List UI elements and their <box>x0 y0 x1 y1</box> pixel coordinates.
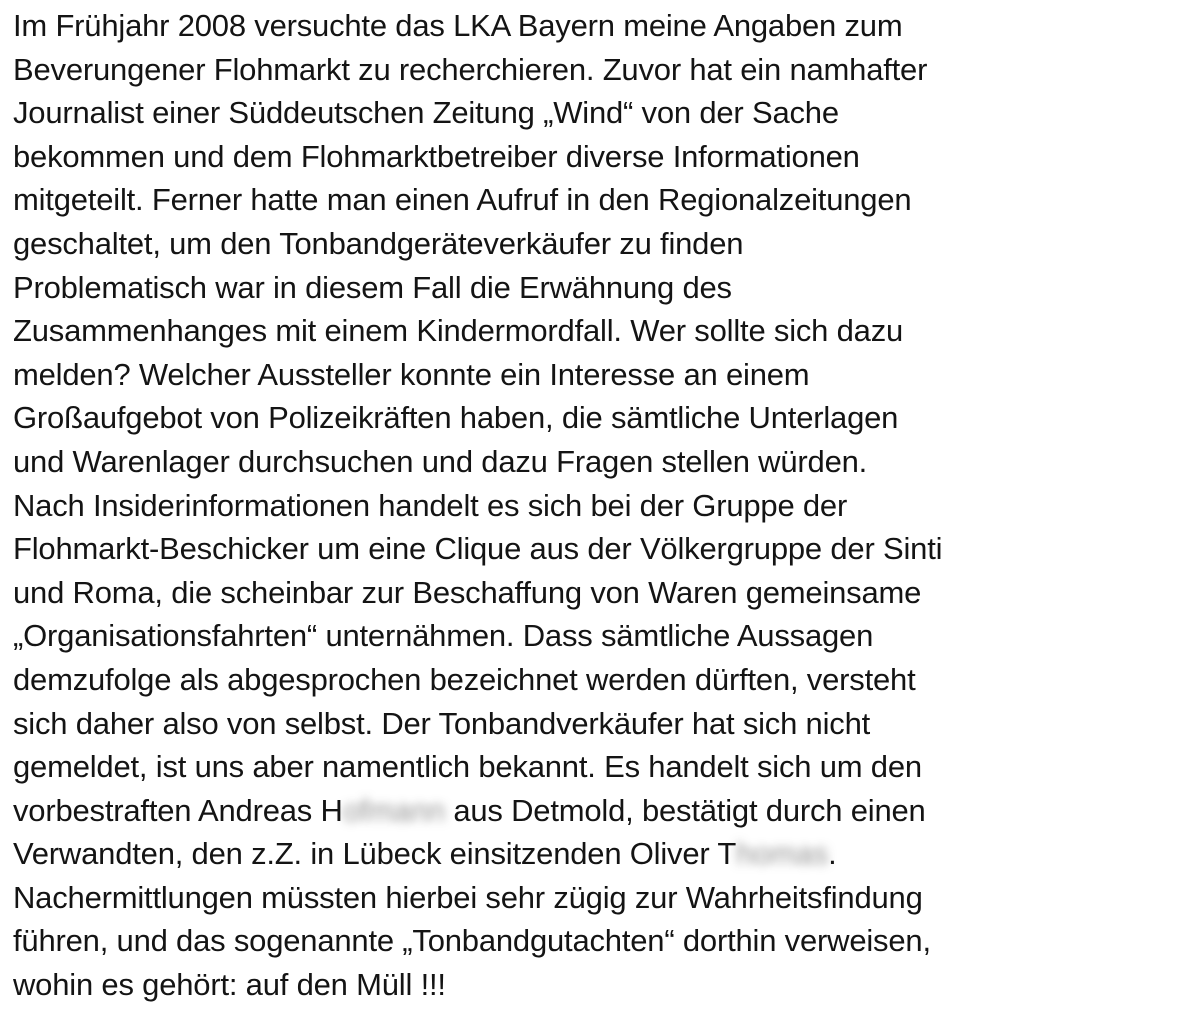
text-segment: vorbestraften Andreas H <box>13 792 343 828</box>
text-line: Nach Insiderinformationen handelt es sich bei der Gruppe der <box>13 487 848 523</box>
text-line: wohin es gehört: auf den Müll !!! <box>13 967 446 1003</box>
text-line: Nachermittlungen müssten hierbei sehr zügig zur Wahrheitsfindung <box>13 879 923 915</box>
text-line: mitgeteilt. Ferner hatte man einen Aufruf in den Regionalzeitungen <box>13 182 912 218</box>
body-text <box>13 4 1193 1007</box>
text-segment: Verwandten, den z.Z. in Lübeck einsitzenden Oliver T <box>13 836 737 872</box>
text-segment: aus Detmold, bestätigt durch einen <box>444 792 926 828</box>
text-line: Beverungener Flohmarkt zu recherchieren. Zuvor hat ein namhafter <box>13 51 928 87</box>
text-line: und Roma, die scheinbar zur Beschaffung von Waren gemeinsame <box>13 574 922 610</box>
text-line: bekommen und dem Flohmarktbetreiber diverse Informationen <box>13 138 860 174</box>
text-line: Journalist einer Süddeutschen Zeitung „Wind“ von der Sache <box>13 95 839 131</box>
text-line: Großaufgebot von Polizeikräften haben, die sämtliche Unterlagen <box>13 400 899 436</box>
redacted-surname: homas <box>736 836 829 872</box>
text-line: Im Frühjahr 2008 versuchte das LKA Bayern meine Angaben zum <box>13 8 903 43</box>
text-line: Problematisch war in diesem Fall die Erwähnung des <box>13 269 732 305</box>
text-line-redacted-name <box>13 832 1193 876</box>
text-line: gemeldet, ist uns aber namentlich bekannt. Es handelt sich um den <box>13 749 922 785</box>
redacted-surname: ofmann <box>342 792 445 828</box>
text-line: melden? Welcher Aussteller konnte ein Interesse an einem <box>13 356 810 392</box>
text-line: und Warenlager durchsuchen und dazu Fragen stellen würden. <box>13 443 868 479</box>
text-line: demzufolge als abgesprochen bezeichnet werden dürften, versteht <box>13 661 916 697</box>
text-line-redacted-name <box>13 789 1193 833</box>
text-line: geschaltet, um den Tonbandgeräteverkäufer zu finden <box>13 225 744 261</box>
text-line: sich daher also von selbst. Der Tonbandverkäufer hat sich nicht <box>13 705 871 741</box>
text-line: führen, und das sogenannte „Tonbandgutachten“ dorthin verweisen, <box>13 923 931 959</box>
text-line: „Organisationsfahrten“ unternähmen. Dass sämtliche Aussagen <box>13 618 874 654</box>
text-line: Zusammenhanges mit einem Kindermordfall. Wer sollte sich dazu <box>13 313 904 349</box>
text-segment: . <box>828 836 837 872</box>
text-line: Flohmarkt-Beschicker um eine Clique aus der Völkergruppe der Sinti <box>13 531 943 567</box>
